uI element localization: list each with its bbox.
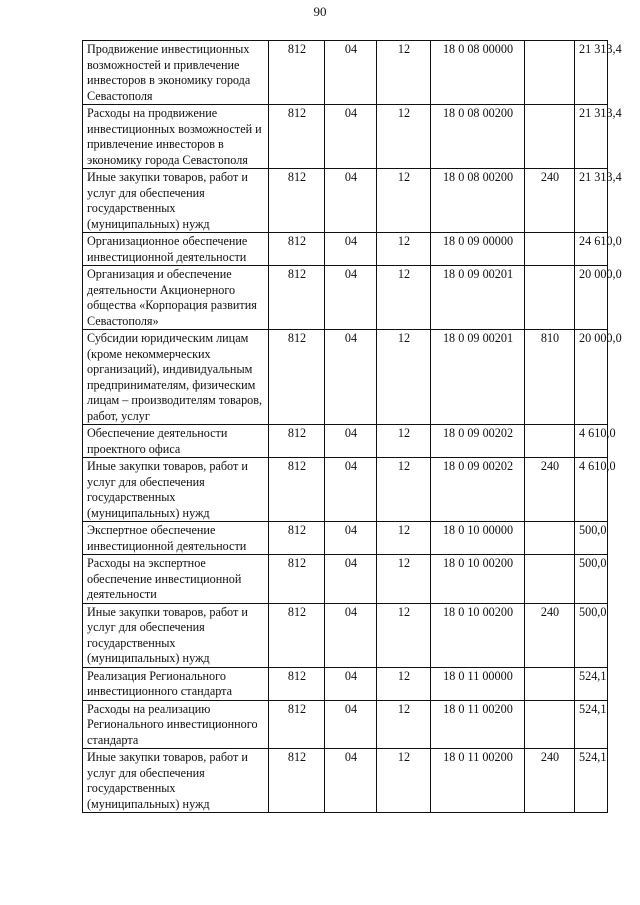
section-code-cell: 04 [325, 458, 377, 522]
section-code-cell: 04 [325, 169, 377, 233]
subsection-code-cell: 12 [377, 425, 431, 458]
target-item-code-cell: 18 0 11 00000 [431, 667, 525, 700]
expense-name-cell: Реализация Регионального инвестиционного стандарта [83, 667, 269, 700]
table-row [83, 233, 608, 266]
subsection-code-cell: 12 [377, 330, 431, 425]
expense-type-code-cell [525, 425, 575, 458]
subsection-code-cell: 12 [377, 266, 431, 330]
amount-cell: 500,0 [575, 522, 608, 555]
table-row [83, 522, 608, 555]
table-row [83, 330, 608, 425]
target-item-code-cell: 18 0 09 00201 [431, 266, 525, 330]
target-item-code-cell: 18 0 09 00202 [431, 458, 525, 522]
amount-cell: 4 610,0 [575, 425, 608, 458]
expense-name-cell: Иные закупки товаров, работ и услуг для обеспечения государственных (муниципальных) нужд [83, 603, 269, 667]
expense-type-code-cell: 240 [525, 749, 575, 813]
section-code-cell: 04 [325, 555, 377, 604]
table-row [83, 603, 608, 667]
subsection-code-cell: 12 [377, 522, 431, 555]
section-code-cell: 04 [325, 667, 377, 700]
expense-name-cell: Продвижение инвестиционных возможностей и привлечение инвесторов в экономику города Севастополя [83, 41, 269, 105]
department-code-cell: 812 [269, 555, 325, 604]
subsection-code-cell: 12 [377, 555, 431, 604]
expense-type-code-cell [525, 41, 575, 105]
table-row [83, 169, 608, 233]
expense-type-code-cell [525, 555, 575, 604]
section-code-cell: 04 [325, 749, 377, 813]
amount-cell: 24 610,0 [575, 233, 608, 266]
expense-type-code-cell: 240 [525, 458, 575, 522]
subsection-code-cell: 12 [377, 169, 431, 233]
amount-cell: 524,1 [575, 749, 608, 813]
budget-table [82, 40, 622, 813]
table-row [83, 667, 608, 700]
expense-name-cell: Организационное обеспечение инвестиционной деятельности [83, 233, 269, 266]
amount-cell: 21 313,4 [575, 169, 608, 233]
section-code-cell: 04 [325, 105, 377, 169]
expense-type-code-cell [525, 105, 575, 169]
expense-type-code-cell [525, 667, 575, 700]
expense-name-cell: Расходы на продвижение инвестиционных возможностей и привлечение инвесторов в экономику города Севастополя [83, 105, 269, 169]
table-row [83, 266, 608, 330]
department-code-cell: 812 [269, 749, 325, 813]
expense-type-code-cell [525, 700, 575, 749]
target-item-code-cell: 18 0 11 00200 [431, 700, 525, 749]
amount-cell: 524,1 [575, 700, 608, 749]
department-code-cell: 812 [269, 522, 325, 555]
expense-name-cell: Иные закупки товаров, работ и услуг для обеспечения государственных (муниципальных) нужд [83, 749, 269, 813]
amount-cell: 20 000,0 [575, 330, 608, 425]
section-code-cell: 04 [325, 700, 377, 749]
table-row [83, 41, 608, 105]
section-code-cell: 04 [325, 425, 377, 458]
table-row [83, 425, 608, 458]
expense-name-cell: Иные закупки товаров, работ и услуг для обеспечения государственных (муниципальных) нужд [83, 169, 269, 233]
expense-name-cell: Расходы на экспертное обеспечение инвестиционной деятельности [83, 555, 269, 604]
subsection-code-cell: 12 [377, 700, 431, 749]
expense-name-cell: Экспертное обеспечение инвестиционной деятельности [83, 522, 269, 555]
expense-name-cell: Расходы на реализацию Регионального инвестиционного стандарта [83, 700, 269, 749]
section-code-cell: 04 [325, 330, 377, 425]
section-code-cell: 04 [325, 603, 377, 667]
department-code-cell: 812 [269, 169, 325, 233]
subsection-code-cell: 12 [377, 458, 431, 522]
table-row [83, 700, 608, 749]
expense-type-code-cell [525, 522, 575, 555]
department-code-cell: 812 [269, 425, 325, 458]
department-code-cell: 812 [269, 330, 325, 425]
expense-name-cell: Организация и обеспечение деятельности Акционерного общества «Корпорация развития Севастополя» [83, 266, 269, 330]
page-number: 90 [313, 4, 327, 19]
amount-cell: 21 313,4 [575, 41, 608, 105]
expense-type-code-cell [525, 233, 575, 266]
target-item-code-cell: 18 0 08 00000 [431, 41, 525, 105]
department-code-cell: 812 [269, 41, 325, 105]
amount-cell: 21 313,4 [575, 105, 608, 169]
target-item-code-cell: 18 0 10 00000 [431, 522, 525, 555]
expense-name-cell: Обеспечение деятельности проектного офиса [83, 425, 269, 458]
department-code-cell: 812 [269, 105, 325, 169]
target-item-code-cell: 18 0 09 00000 [431, 233, 525, 266]
section-code-cell: 04 [325, 522, 377, 555]
expense-type-code-cell [525, 266, 575, 330]
subsection-code-cell: 12 [377, 667, 431, 700]
target-item-code-cell: 18 0 10 00200 [431, 603, 525, 667]
target-item-code-cell: 18 0 08 00200 [431, 105, 525, 169]
target-item-code-cell: 18 0 09 00201 [431, 330, 525, 425]
department-code-cell: 812 [269, 266, 325, 330]
subsection-code-cell: 12 [377, 105, 431, 169]
section-code-cell: 04 [325, 233, 377, 266]
amount-cell: 500,0 [575, 603, 608, 667]
department-code-cell: 812 [269, 458, 325, 522]
subsection-code-cell: 12 [377, 233, 431, 266]
budget-table-body [83, 41, 622, 813]
amount-cell: 500,0 [575, 555, 608, 604]
expense-name-cell: Субсидии юридическим лицам (кроме некоммерческих организаций), индивидуальным предпринимателям, физическим лицам – производителям товаров, работ, услуг [83, 330, 269, 425]
department-code-cell: 812 [269, 603, 325, 667]
department-code-cell: 812 [269, 233, 325, 266]
section-code-cell: 04 [325, 266, 377, 330]
table-row [83, 555, 608, 604]
table-row [83, 749, 608, 813]
target-item-code-cell: 18 0 10 00200 [431, 555, 525, 604]
target-item-code-cell: 18 0 11 00200 [431, 749, 525, 813]
table-row [83, 105, 608, 169]
expense-type-code-cell: 240 [525, 603, 575, 667]
section-code-cell: 04 [325, 41, 377, 105]
subsection-code-cell: 12 [377, 603, 431, 667]
amount-cell: 20 000,0 [575, 266, 608, 330]
amount-cell: 524,1 [575, 667, 608, 700]
target-item-code-cell: 18 0 09 00202 [431, 425, 525, 458]
subsection-code-cell: 12 [377, 41, 431, 105]
expense-type-code-cell: 240 [525, 169, 575, 233]
amount-cell: 4 610,0 [575, 458, 608, 522]
target-item-code-cell: 18 0 08 00200 [431, 169, 525, 233]
expense-name-cell: Иные закупки товаров, работ и услуг для обеспечения государственных (муниципальных) нужд [83, 458, 269, 522]
department-code-cell: 812 [269, 667, 325, 700]
expense-type-code-cell: 810 [525, 330, 575, 425]
table-row [83, 458, 608, 522]
subsection-code-cell: 12 [377, 749, 431, 813]
department-code-cell: 812 [269, 700, 325, 749]
